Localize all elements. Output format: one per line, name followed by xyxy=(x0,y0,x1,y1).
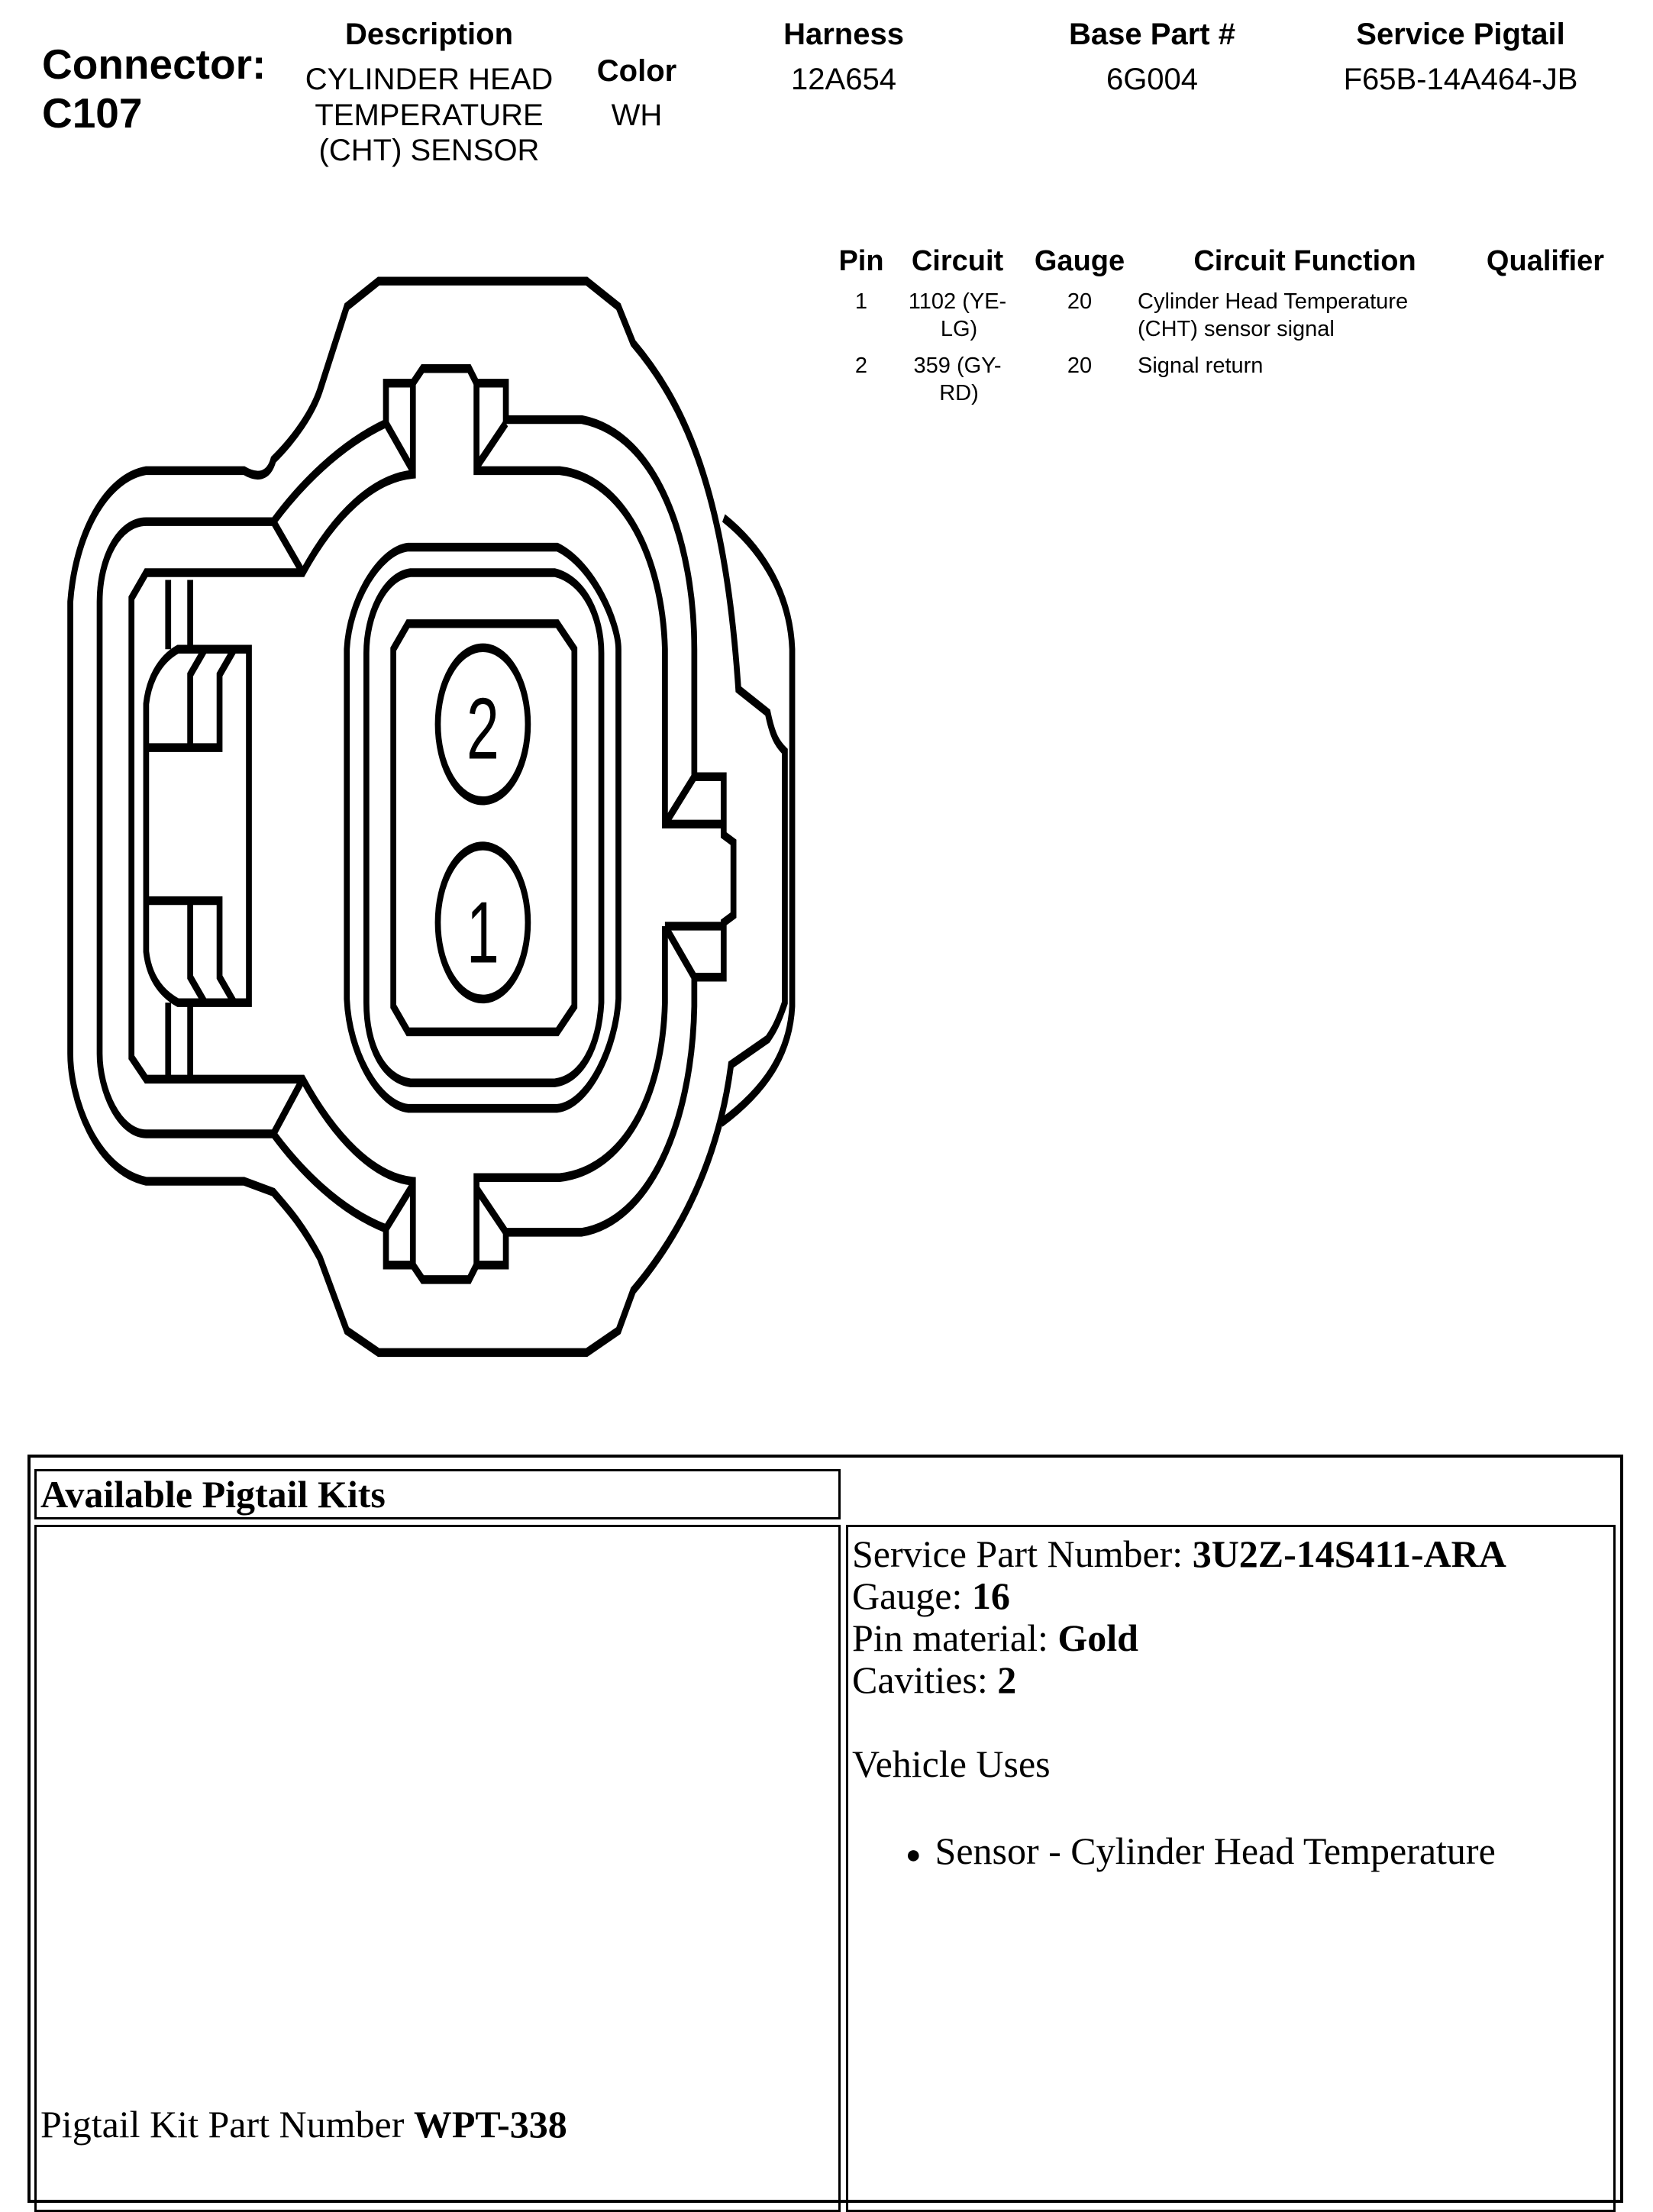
gauge-cell: 20 xyxy=(1067,354,1093,378)
service-part-number xyxy=(852,1533,1506,1575)
connector-id: C107 xyxy=(42,89,143,137)
cavities-label: Cavities: xyxy=(852,1658,998,1701)
vehicle-uses-heading: Vehicle Uses xyxy=(852,1742,1051,1785)
description-line: (CHT) SENSOR xyxy=(318,134,540,167)
vehicle-use: Sensor - Cylinder Head Temperature xyxy=(935,1829,1496,1872)
connector-latch xyxy=(146,580,249,1076)
function-cell: Signal return xyxy=(1138,354,1264,378)
connector-outer-shell xyxy=(70,281,785,1352)
circuit-cell: LG) xyxy=(940,317,978,341)
circuit-column-header: Circuit xyxy=(911,245,1004,277)
color-value: WH xyxy=(611,98,663,132)
kit-label: Pigtail Kit Part Number xyxy=(40,2103,414,2146)
service-pigtail-header: Service Pigtail xyxy=(1356,18,1565,51)
gauge xyxy=(852,1575,1010,1617)
description-line: CYLINDER HEAD xyxy=(305,63,554,96)
description-header: Description xyxy=(344,18,514,51)
gauge-value: 16 xyxy=(971,1574,1010,1617)
pigtail-image-cell xyxy=(34,1525,841,2212)
pin-housing-outer xyxy=(347,547,618,1109)
connector-label: Connector: xyxy=(42,40,266,88)
circuit-cell: 1102 (YE- xyxy=(908,289,1007,314)
pin-cell: 2 xyxy=(854,354,868,378)
connector-middle-ring xyxy=(100,369,734,1280)
color-header: Color xyxy=(596,54,677,88)
service-part-label: Service Part Number: xyxy=(852,1532,1193,1575)
pin-label-2: 2 xyxy=(467,680,499,778)
harness-header: Harness xyxy=(783,18,904,51)
pin-column-header: Pin xyxy=(838,245,884,277)
pigtail-title-cell xyxy=(34,1469,841,1519)
pigtail-kit-part-number xyxy=(40,2104,567,2146)
base-part-value: 6G004 xyxy=(1106,63,1199,96)
gauge-column-header: Gauge xyxy=(1034,245,1125,277)
pin-material xyxy=(852,1617,1138,1659)
service-part-value: 3U2Z-14S411-ARA xyxy=(1192,1532,1506,1575)
pin-cell: 1 xyxy=(854,289,868,314)
kit-value: WPT-338 xyxy=(413,2103,567,2146)
harness-value: 12A654 xyxy=(791,63,896,96)
gauge-cell: 20 xyxy=(1067,289,1093,314)
cavities xyxy=(852,1659,1016,1701)
list-item xyxy=(906,1830,1496,1876)
connector-face-diagram xyxy=(46,252,809,1374)
base-part-header: Base Part # xyxy=(1069,18,1235,51)
pigtail-title: Available Pigtail Kits xyxy=(40,1473,386,1516)
gauge-label: Gauge: xyxy=(852,1574,972,1617)
service-pigtail-value: F65B-14A464-JB xyxy=(1343,63,1578,96)
pin-material-value: Gold xyxy=(1057,1616,1138,1659)
qualifier-column-header: Qualifier xyxy=(1486,245,1605,277)
circuit-cell: 359 (GY- xyxy=(913,354,1002,378)
circuit-cell: RD) xyxy=(939,381,979,405)
function-cell: Cylinder Head Temperature xyxy=(1138,289,1409,314)
pin-material-label: Pin material: xyxy=(852,1616,1058,1659)
bullet-icon: ● xyxy=(906,1841,922,1870)
description-line: TEMPERATURE xyxy=(315,98,544,132)
pin-label-1: 1 xyxy=(467,883,499,982)
cavities-value: 2 xyxy=(997,1658,1017,1701)
pigtail-details-cell xyxy=(846,1525,1616,2212)
circuit-function-column-header: Circuit Function xyxy=(1193,245,1416,277)
function-cell: (CHT) sensor signal xyxy=(1138,317,1335,341)
